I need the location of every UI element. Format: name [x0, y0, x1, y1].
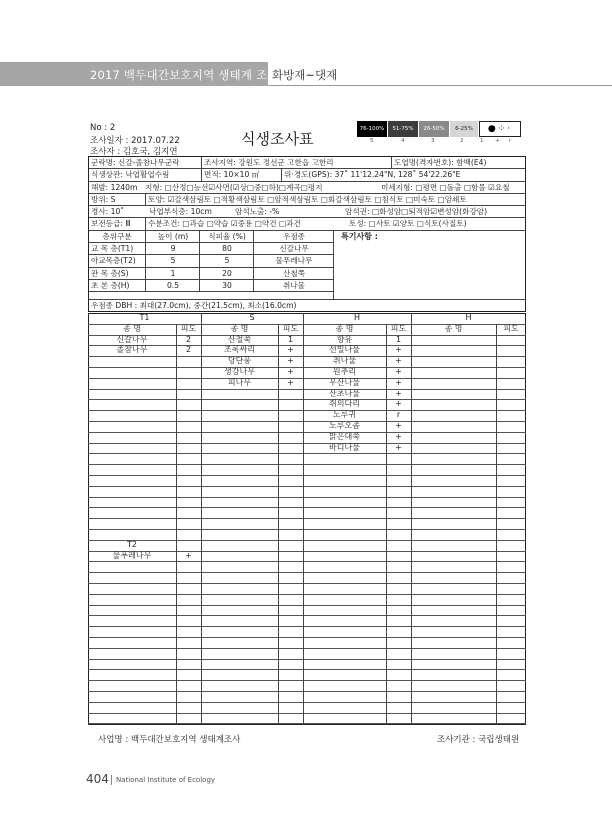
- layer-dominant: 물푸레나무: [253, 255, 333, 266]
- species-name: 노루오좀: [329, 421, 360, 430]
- legend-num: 4: [401, 138, 405, 144]
- legend-num: +: [495, 138, 500, 144]
- header-rule: [268, 85, 612, 86]
- species-abundance: +: [287, 377, 294, 387]
- header-title: 2017 백두대간보호지역 생태계 조사: [90, 68, 279, 82]
- micro-topography: 미세지형: □평면 □돌출 □함몰 ☑요철: [381, 182, 510, 192]
- species-abundance: +: [395, 345, 402, 355]
- layer-layer: 교 목 층(T1): [91, 244, 134, 254]
- header-bar: [0, 62, 279, 86]
- protection-grade: 보전등급: Ⅲ: [91, 219, 131, 229]
- legend-num: 2: [460, 138, 464, 144]
- layer-cover: 5: [199, 255, 254, 266]
- section-label: T1: [139, 313, 150, 322]
- layer-height: 9: [145, 243, 200, 254]
- species-name: 원추리: [332, 367, 357, 376]
- form-row: [89, 157, 525, 169]
- litter-layer: 낙엽부식층: 10cm: [149, 207, 212, 217]
- species-abundance: +: [395, 356, 402, 366]
- physiognomy: 식생상관: 낙엽활엽수림: [91, 170, 170, 180]
- table-row: [88, 713, 526, 725]
- layer-header-row: [89, 231, 333, 243]
- altitude: 해발: 1240m: [91, 182, 138, 192]
- layer-row: [89, 243, 333, 255]
- section-label: H: [353, 313, 360, 322]
- form-row: [89, 169, 525, 181]
- legend-box-3: 26-50%: [419, 121, 449, 137]
- col-dominant: 우점종: [253, 231, 333, 242]
- layer-row: [89, 280, 333, 292]
- topography: 지형: □산정□능선☑사면(☑상□중□하)□계곡□평지: [145, 182, 323, 192]
- legend-box-2: 6-25%: [450, 121, 478, 137]
- form-row: [89, 206, 525, 218]
- survey-form: [88, 156, 526, 312]
- header-subtitle: 화방재~댓재: [272, 68, 338, 82]
- col-height: 높이 (m): [145, 231, 200, 242]
- legend-dot-icon: ●⁘·: [479, 121, 521, 137]
- layer-table-grid: [89, 231, 334, 299]
- column-header-species: 종 명: [123, 323, 141, 333]
- layer-height: 5: [145, 255, 200, 266]
- species-abundance: +: [287, 367, 294, 376]
- species-abundance: 2: [185, 345, 192, 355]
- column-header-species: 종 명: [335, 323, 354, 333]
- layer-layer: 관 목 층(S): [91, 268, 129, 278]
- survey-agency: 조사기관 : 국립생태원: [437, 735, 520, 745]
- legend-num: 3: [431, 138, 435, 144]
- species-name: 물푸레나무: [112, 550, 152, 560]
- project-name: 사업명 : 백두대간보호지역 생태계조사: [98, 735, 241, 745]
- layer-table: [89, 231, 525, 300]
- species-abundance: 1: [287, 334, 294, 344]
- layer-rows: [89, 243, 333, 292]
- species-abundance: +: [287, 356, 294, 366]
- form-title: 식생조사표: [241, 130, 314, 148]
- aspect: 방위: S: [91, 194, 116, 204]
- species-abundance: +: [395, 421, 402, 430]
- column-header-abundance: 피도: [180, 323, 197, 333]
- gps-coords: 위·경도(GPS): 37˚ 11'12.24"N, 128˚ 54'22.26"E: [281, 169, 525, 180]
- legend-box-4: 51-75%: [388, 121, 418, 137]
- layer-dominant: 취나물: [253, 280, 333, 291]
- rock-exposure: 암석노출: -%: [235, 207, 280, 217]
- bedrock: 암석권: □화성암□퇴적암☑변성암(화강암): [345, 207, 488, 217]
- cover-legend: [357, 121, 521, 137]
- species-name: 바디나물: [329, 442, 360, 452]
- species-name: 맑은대쑥: [329, 431, 360, 441]
- map-sheet: 도엽명(격자번호): 함백(E4): [391, 157, 525, 168]
- column-header-abundance: 피도: [282, 323, 299, 333]
- dbh-row: [89, 300, 525, 311]
- soil-texture: 토성: □사토 ☑양토 □식토(사질토): [349, 219, 467, 229]
- layer-layer: 아교목층(T2): [91, 256, 136, 266]
- species-name: 산초나물: [329, 388, 360, 398]
- species-name: 쥐의다리: [329, 399, 360, 409]
- species-name: 취나물: [332, 356, 357, 366]
- page-separator: [111, 775, 112, 785]
- moisture: 수분조건: □과습 □약습 ☑중용 □약건 □과건: [145, 218, 348, 229]
- layer-height: 0.5: [145, 280, 200, 291]
- layer-dominant: 신갈나무: [253, 243, 333, 254]
- layer-layer: 초 본 층(H): [91, 280, 130, 290]
- species-abundance: 2: [185, 334, 192, 344]
- species-name: 졸참나무: [116, 345, 148, 355]
- legend-num: 5: [370, 138, 374, 144]
- layer-cover: 30: [199, 280, 254, 291]
- species-abundance: +: [395, 388, 402, 398]
- col-layer: 층위구분: [102, 231, 132, 241]
- species-grid: [88, 313, 526, 723]
- column-divider: [176, 324, 177, 724]
- species-name: 노루귀: [332, 410, 357, 420]
- column-divider: [496, 324, 497, 724]
- community-name: 군락명: 신갈-졸참나무군락: [91, 158, 180, 167]
- legend-box-5: 76-100%: [357, 121, 387, 137]
- species-abundance: +: [395, 431, 402, 441]
- species-name: 선밀나물: [329, 345, 360, 355]
- layer-cover: 20: [199, 268, 254, 279]
- species-name: 피나무: [227, 377, 252, 387]
- species-abundance: +: [395, 377, 402, 387]
- slope: 경사: 10˚: [91, 207, 125, 217]
- soil-type: 토양: ☑갈색삼림토 □적황색삼림토 □암적색삼림토 □회갈색삼림토 □침식토 □미숙토 □암쇄토: [145, 194, 525, 205]
- species-name: 생강나무: [224, 367, 255, 376]
- species-abundance: +: [395, 399, 402, 409]
- section-label: H: [465, 313, 472, 322]
- section-label-t2: T2: [127, 539, 137, 549]
- remarks-label: 특기사항 :: [341, 231, 378, 241]
- column-header-abundance: 피도: [503, 323, 519, 333]
- species-abundance: +: [287, 345, 294, 355]
- survey-number: No : 2: [90, 123, 116, 133]
- layer-dominant: 산철쭉: [253, 268, 333, 279]
- section-label: S: [249, 313, 255, 322]
- species-abundance: +: [395, 442, 402, 452]
- form-row: [89, 218, 525, 230]
- species-name: 당단풍: [227, 356, 252, 366]
- survey-location: 조사지역: 강원도 정선군 고한읍 고한리: [201, 157, 394, 168]
- column-header-species: 종 명: [230, 323, 249, 333]
- species-abundance: +: [185, 550, 192, 560]
- species-name: 우산나물: [329, 377, 360, 387]
- layer-row: [89, 268, 333, 280]
- survey-date: 조사일자 : 2017.07.22: [90, 136, 180, 146]
- species-name: 향유: [336, 334, 353, 344]
- form-row: [89, 182, 525, 194]
- publisher: National Institute of Ecology: [116, 776, 216, 784]
- layer-cover: 80: [199, 243, 254, 254]
- column-divider: [411, 313, 412, 723]
- species-abundance: +: [395, 367, 402, 376]
- layer-row: [89, 255, 333, 267]
- species-abundance: 1: [395, 334, 402, 344]
- column-header-abundance: 피도: [390, 323, 407, 333]
- legend-num: 1: [480, 138, 484, 144]
- surveyors: 조사자 : 김호국, 김지연: [90, 147, 178, 157]
- species-name: 산철쭉: [227, 334, 252, 344]
- form-row: [89, 194, 525, 206]
- species-abundance: r: [396, 410, 401, 420]
- column-header-species: 종 명: [444, 323, 463, 333]
- dominant-dbh: 우점종 DBH : 최대(27.0cm), 중간(21.5cm), 최소(16.0cm): [91, 300, 297, 310]
- species-name: 조록싸리: [224, 345, 255, 355]
- layer-height: 1: [145, 268, 200, 279]
- page-number: 404: [86, 772, 109, 786]
- legend-num: r: [509, 138, 512, 144]
- plot-area: 면적: 10×10 ㎡: [201, 169, 284, 180]
- col-cover: 식피율 (%): [199, 231, 254, 242]
- species-name: 신갈나무: [116, 334, 148, 344]
- page-header: [0, 62, 612, 86]
